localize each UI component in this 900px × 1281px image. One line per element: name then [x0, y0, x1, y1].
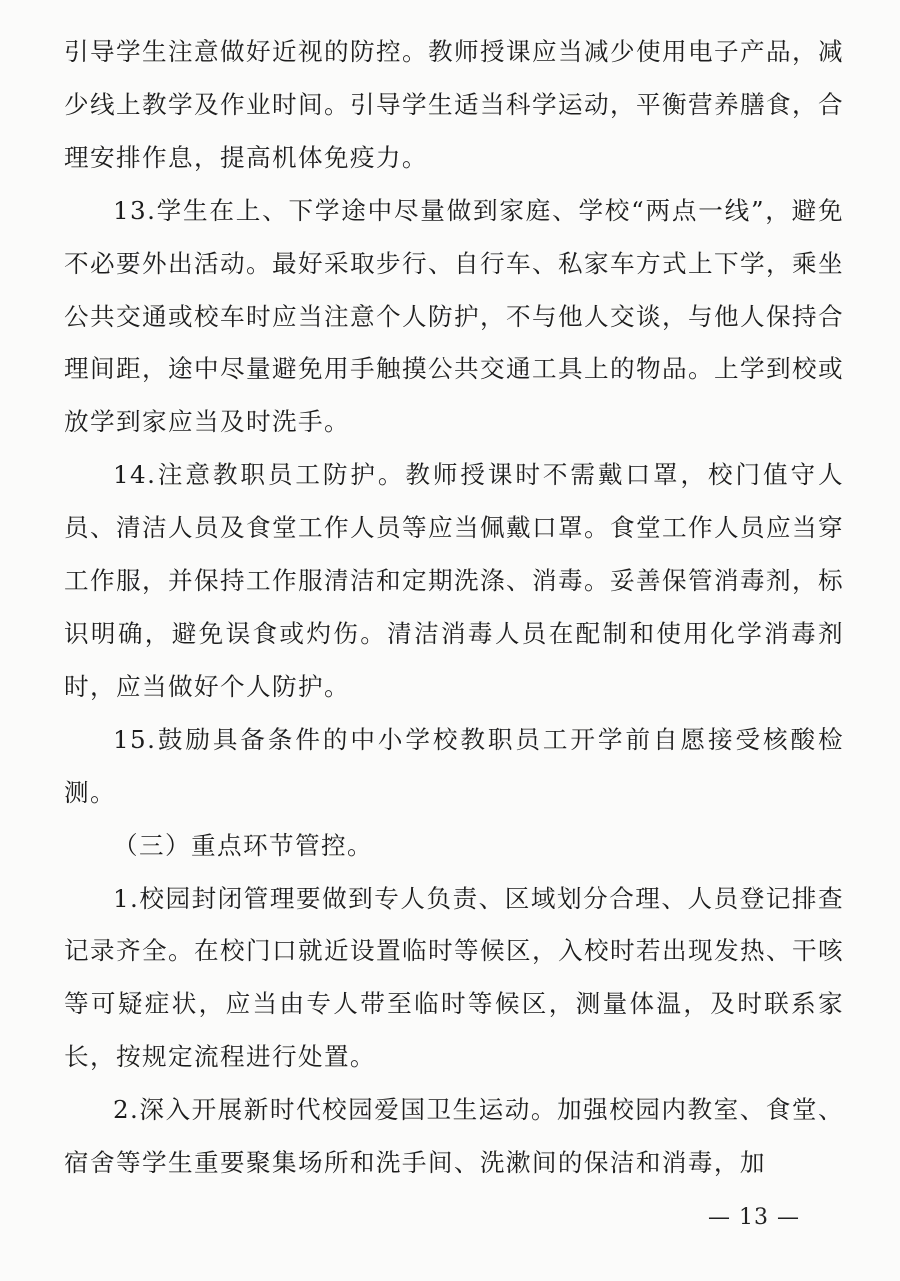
page-number: — 13 — — [708, 1205, 800, 1230]
paragraph-item-15-nucleic-acid-testing: 15.鼓励具备条件的中小学校教职员工开学前自愿接受核酸检测。 — [64, 724, 844, 807]
paragraph-item-2-hygiene-campaign: 2.深入开展新时代校园爱国卫生运动。加强校园内教室、食堂、宿舍等学生重要聚集场所和洗手间、洗漱间的保洁和消毒，加 — [64, 1095, 844, 1178]
paragraph-item-13-commute: 13.学生在上、下学途中尽量做到家庭、学校“两点一线”，避免不必要外出活动。最好采取步行、自行车、私家车方式上下学，乘坐公共交通或校车时应当注意个人防护，不与他人交谈，与他人保持合理间距，途中尽量避免用手触摸公共交通工具上的物品。上学到校或放学到家应当及时洗手。 — [64, 195, 844, 437]
paragraph-item-14-staff-protection: 14.注意教职员工防护。教师授课时不需戴口罩，校门值守人员、清洁人员及食堂工作人员等应当佩戴口罩。食堂工作人员应当穿工作服，并保持工作服清洁和定期洗涤、消毒。妥善保管消毒剂，标识明确，避免误食或灼伤。清洁消毒人员在配制和使用化学消毒剂时，应当做好个人防护。 — [64, 460, 844, 701]
paragraph-myopia-prevention: 引导学生注意做好近视的防控。教师授课应当减少使用电子产品，减少线上教学及作业时间。引导学生适当科学运动，平衡营养膳食，合理安排作息，提高机体免疫力。 — [64, 37, 844, 172]
paragraph-item-1-campus-closure: 1.校园封闭管理要做到专人负责、区域划分合理、人员登记排查记录齐全。在校门口就近设置临时等候区，入校时若出现发热、干咳等可疑症状，应当由专人带至临时等候区，测量体温，及时联系家长，按规定流程进行处置。 — [64, 883, 844, 1072]
document-body — [64, 26, 844, 1190]
section-heading-key-controls: （三）重点环节管控。 — [113, 830, 373, 860]
